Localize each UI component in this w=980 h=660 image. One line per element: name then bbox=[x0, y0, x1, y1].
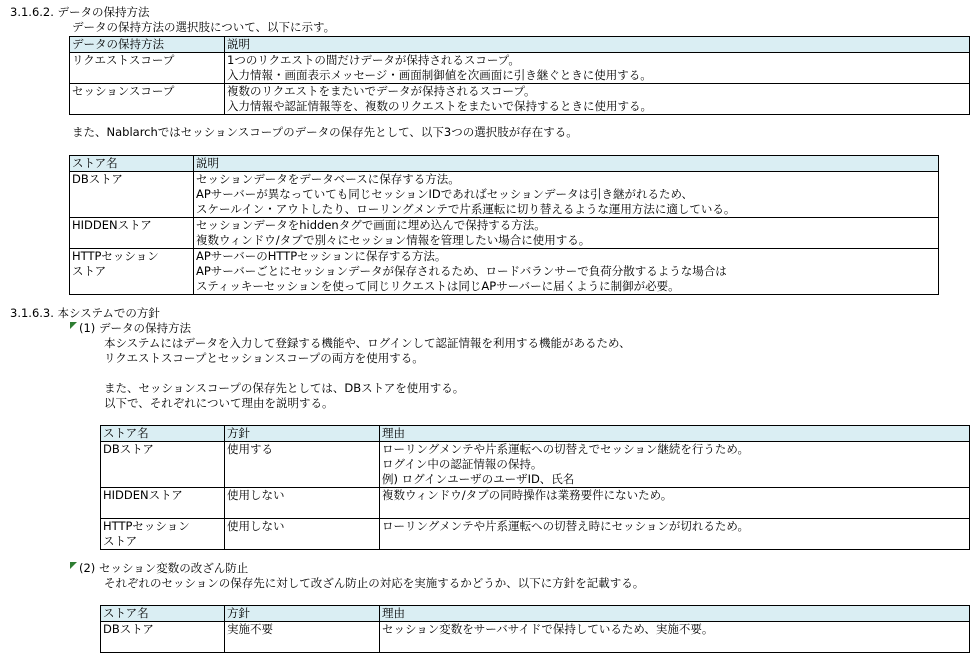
cell-reason: セッション変数をサーバサイドで保持しているため、実施不要。 bbox=[382, 622, 714, 636]
cell-desc: セッションデータをhiddenタグで画面に埋め込んで保持する方法。 bbox=[196, 218, 546, 232]
cell-desc: 複数のリクエストをまたいでデータが保持されるスコープ。 bbox=[227, 84, 536, 98]
table-row bbox=[70, 84, 970, 115]
subsection-title-retention: (1) データの保持方法 bbox=[79, 321, 191, 335]
cell-desc: セッションデータをデータベースに保存する方法。 bbox=[196, 172, 460, 186]
cell-name: ストア bbox=[103, 534, 138, 548]
cell-name: HTTPセッション bbox=[72, 249, 159, 263]
cell-desc: スティッキーセッションを使って同じリクエストは同じAPサーバーに届くように制御が必要。 bbox=[196, 279, 680, 293]
comment-marker-icon[interactable] bbox=[70, 322, 77, 329]
cell-desc: スケールイン・アウトしたり、ローリングメンテで片系運転に切り替えるような運用方法に適している。 bbox=[196, 202, 736, 216]
cell-desc: APサーバーのHTTPセッションに保存する方法。 bbox=[196, 249, 447, 263]
cell-desc: 1つのリクエストの間だけデータが保持されるスコープ。 bbox=[227, 53, 520, 67]
table-row bbox=[70, 53, 970, 84]
table-header-row bbox=[70, 37, 970, 53]
column-header: 方針 bbox=[225, 426, 380, 442]
subsection-title-tamper: (2) セッション変数の改ざん防止 bbox=[79, 561, 249, 575]
table-header-row bbox=[70, 156, 939, 172]
paragraph-line: それぞれのセッションの保存先に対して改ざん防止の対応を実施するかどうか、以下に方針を記載する。 bbox=[104, 576, 645, 590]
cell-desc: 入力情報・画面表示メッセージ・画面制御値を次画面に引き継ぐときに使用する。 bbox=[227, 68, 652, 82]
retention-method-table bbox=[69, 36, 970, 115]
cell-name: HIDDENストア bbox=[72, 218, 152, 232]
cell-desc: APサーバーごとにセッションデータが保存されるため、ロードバランサーで負荷分散するような場合は bbox=[196, 264, 727, 278]
cell-policy: 実施不要 bbox=[227, 622, 273, 636]
table-row bbox=[70, 249, 939, 295]
cell-desc: 複数ウィンドウ/タブで別々にセッション情報を管理したい場合に使用する。 bbox=[196, 233, 591, 247]
column-header: 理由 bbox=[380, 426, 970, 442]
section-heading-policy: 3.1.6.3. 本システムでの方針 bbox=[10, 306, 160, 320]
cell-reason: 複数ウィンドウ/タブの同時操作は業務要件にないため。 bbox=[382, 488, 673, 502]
cell-policy: 使用しない bbox=[227, 519, 285, 533]
cell-reason: 例) ログインユーザのユーザID、氏名 bbox=[382, 472, 575, 486]
cell-reason: ログイン中の認証情報の保持。 bbox=[382, 457, 543, 471]
comment-marker-icon[interactable] bbox=[70, 562, 77, 569]
column-header: 説明 bbox=[225, 37, 970, 53]
column-header: ストア名 bbox=[101, 606, 225, 622]
cell-policy: 使用する bbox=[227, 442, 273, 456]
section-heading-data-retention: 3.1.6.2. データの保持方法 bbox=[10, 5, 150, 19]
table-row bbox=[101, 442, 970, 488]
column-header: ストア名 bbox=[101, 426, 225, 442]
column-header: ストア名 bbox=[70, 156, 194, 172]
storage-note: また、Nablarchではセッションスコープのデータの保存先として、以下3つの選択肢が存在する。 bbox=[72, 125, 578, 139]
cell-policy: 使用しない bbox=[227, 488, 285, 502]
cell-name: セッションスコープ bbox=[72, 84, 175, 98]
table-row bbox=[101, 622, 970, 653]
store-policy-table bbox=[100, 425, 970, 550]
column-header: 理由 bbox=[380, 606, 970, 622]
column-header: データの保持方法 bbox=[70, 37, 225, 53]
paragraph-line: リクエストスコープとセッションスコープの両方を使用する。 bbox=[104, 351, 424, 365]
section-intro: データの保持方法の選択肢について、以下に示す。 bbox=[72, 20, 336, 34]
tamper-policy-table bbox=[100, 605, 970, 653]
cell-reason: ローリングメンテや片系運転への切替えでセッション継続を行うため。 bbox=[382, 442, 749, 456]
paragraph-line: 本システムにはデータを入力して登録する機能や、ログインして認証情報を利用する機能があるため、 bbox=[104, 336, 631, 350]
paragraph-line: また、セッションスコープの保存先としては、DBストアを使用する。 bbox=[104, 381, 465, 395]
session-store-table bbox=[69, 155, 939, 295]
table-row bbox=[101, 488, 970, 519]
cell-name: リクエストスコープ bbox=[72, 53, 175, 67]
table-header-row bbox=[101, 426, 970, 442]
table-row bbox=[70, 218, 939, 249]
cell-name: DBストア bbox=[103, 622, 154, 636]
table-header-row bbox=[101, 606, 970, 622]
cell-name: HIDDENストア bbox=[103, 488, 183, 502]
cell-name: DBストア bbox=[103, 442, 154, 456]
cell-reason: ローリングメンテや片系運転への切替え時にセッションが切れるため。 bbox=[382, 519, 749, 533]
column-header: 方針 bbox=[225, 606, 380, 622]
table-row bbox=[101, 519, 970, 550]
column-header: 説明 bbox=[194, 156, 939, 172]
cell-desc: APサーバーが異なっていても同じセッションIDであればセッションデータは引き継がれるため、 bbox=[196, 187, 694, 201]
cell-desc: 入力情報や認証情報等を、複数のリクエストをまたいで保持するときに使用する。 bbox=[227, 99, 653, 113]
cell-name: HTTPセッション bbox=[103, 519, 190, 533]
cell-name: ストア bbox=[72, 264, 107, 278]
table-row bbox=[70, 172, 939, 218]
paragraph-line: 以下で、それぞれについて理由を説明する。 bbox=[104, 396, 334, 410]
cell-name: DBストア bbox=[72, 172, 123, 186]
